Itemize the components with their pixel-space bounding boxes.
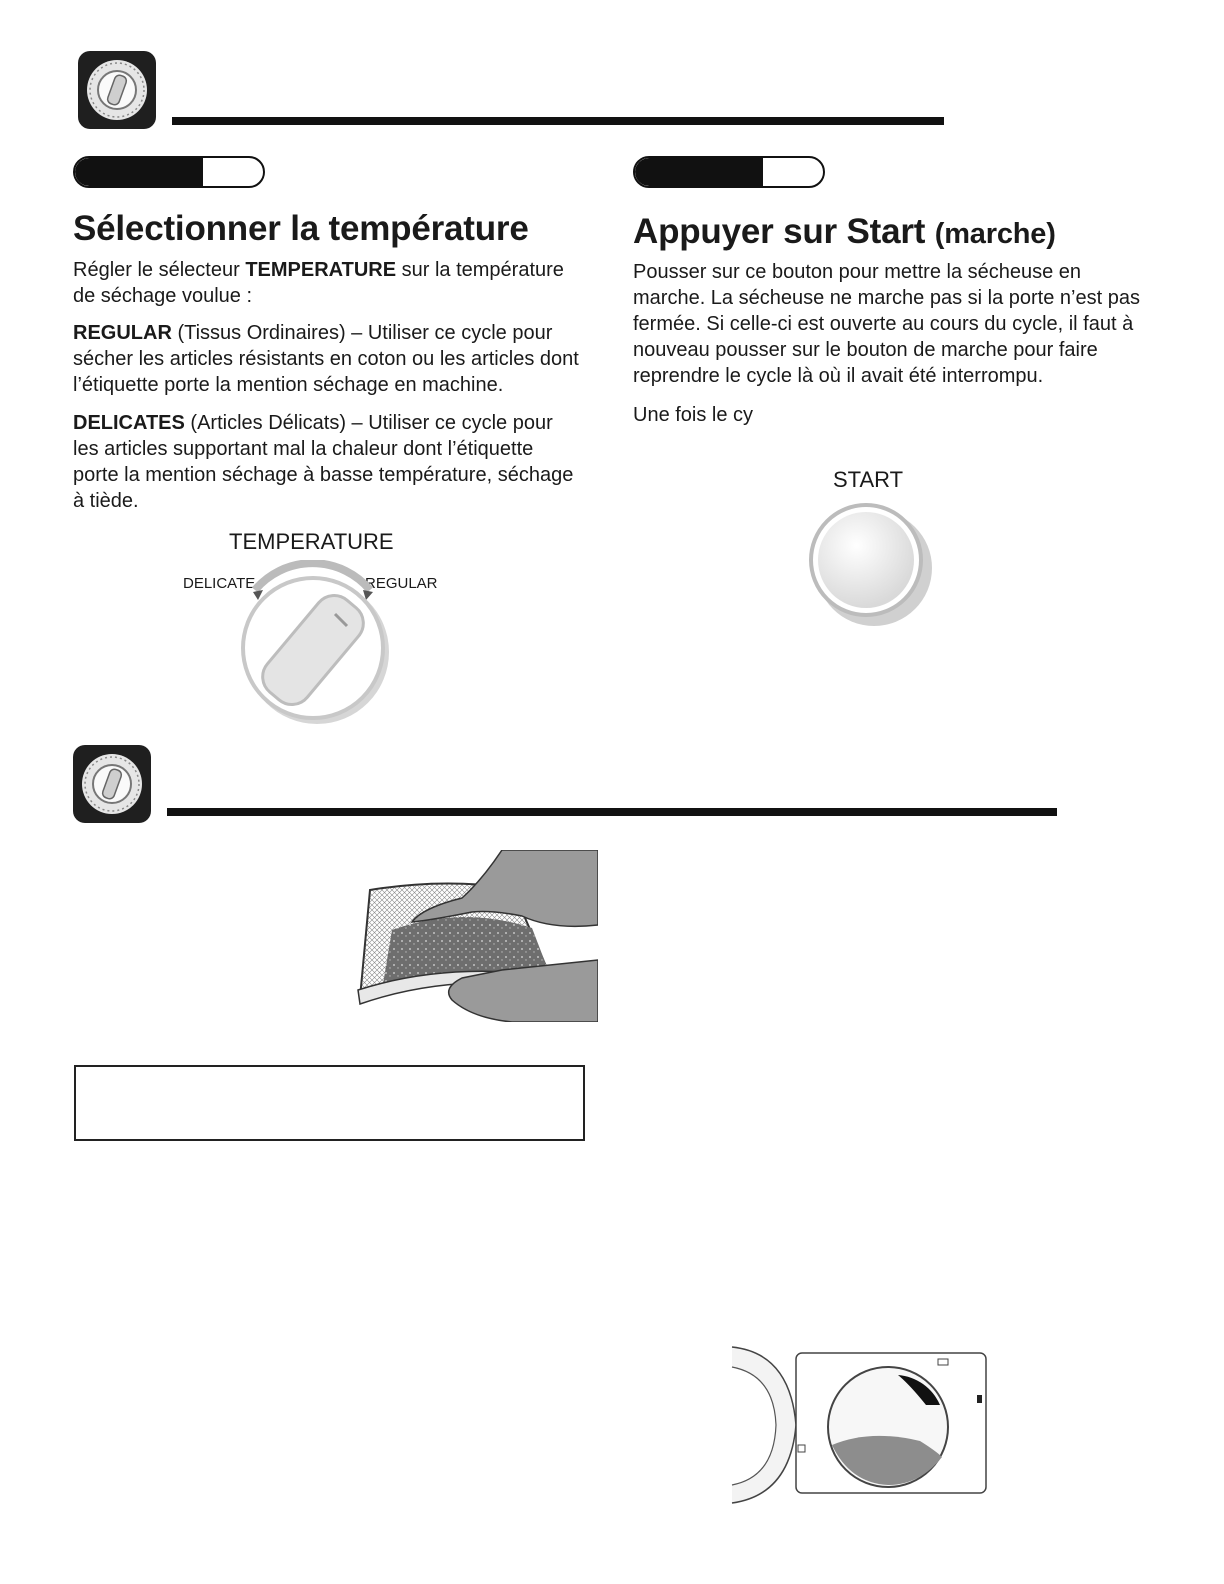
dryer-illustration <box>730 1345 990 1512</box>
right-title: Appuyer sur Start (marche) <box>633 212 1056 251</box>
start-button[interactable] <box>808 502 940 633</box>
left-intro: Régler le sélecteur TEMPERATURE sur la température de séchage voulue : <box>73 259 564 307</box>
dial-knob-icon <box>73 745 151 823</box>
section-dial-icon-2 <box>73 745 151 823</box>
lint-filter-hands-icon <box>352 850 598 1022</box>
temperature-knob-icon <box>225 560 405 730</box>
open-dryer-door-icon <box>730 1345 990 1507</box>
dial-label-regular: REGULAR <box>365 575 438 592</box>
section-rule-top <box>172 117 944 125</box>
left-title: Sélectionner la température <box>73 209 529 248</box>
step-pill-left <box>73 156 265 188</box>
dial-knob-icon <box>78 51 156 129</box>
start-button-label: START <box>833 467 904 492</box>
start-button-icon <box>808 502 940 628</box>
regular-paragraph: REGULAR (Tissus Ordinaires) – Utiliser ce cycle pour sécher les articles résistants en coton ou les articles dont l’étiquette porte la mention séchage en machine. <box>73 322 579 396</box>
start-paragraph: Pousser sur ce bouton pour mettre la sécheuse en marche. La sécheuse ne marche pas si la porte n’est pas fermée. Si celle-ci est ouverte au cours du cycle, il faut à nouveau pousser sur le bouton de marche pour faire reprendre le cycle là où il avait été interrompu. <box>633 261 1140 387</box>
dial-label-delicate: DELICATE <box>183 575 256 592</box>
notice-box <box>74 1065 585 1141</box>
section-dial-icon <box>78 51 156 129</box>
partial-text: Une fois le cy <box>633 404 754 426</box>
step-pill-right <box>633 156 825 188</box>
delicates-paragraph: DELICATES (Articles Délicats) – Utiliser ce cycle pour les articles supportant mal la chaleur dont l’étiquette porte la mention séchage à basse température, séchage à tiède. <box>73 412 574 512</box>
section-rule-bottom <box>167 808 1057 816</box>
temperature-dial-title: TEMPERATURE <box>229 529 394 554</box>
lint-filter-illustration <box>352 850 598 1027</box>
temperature-knob[interactable] <box>225 560 405 735</box>
